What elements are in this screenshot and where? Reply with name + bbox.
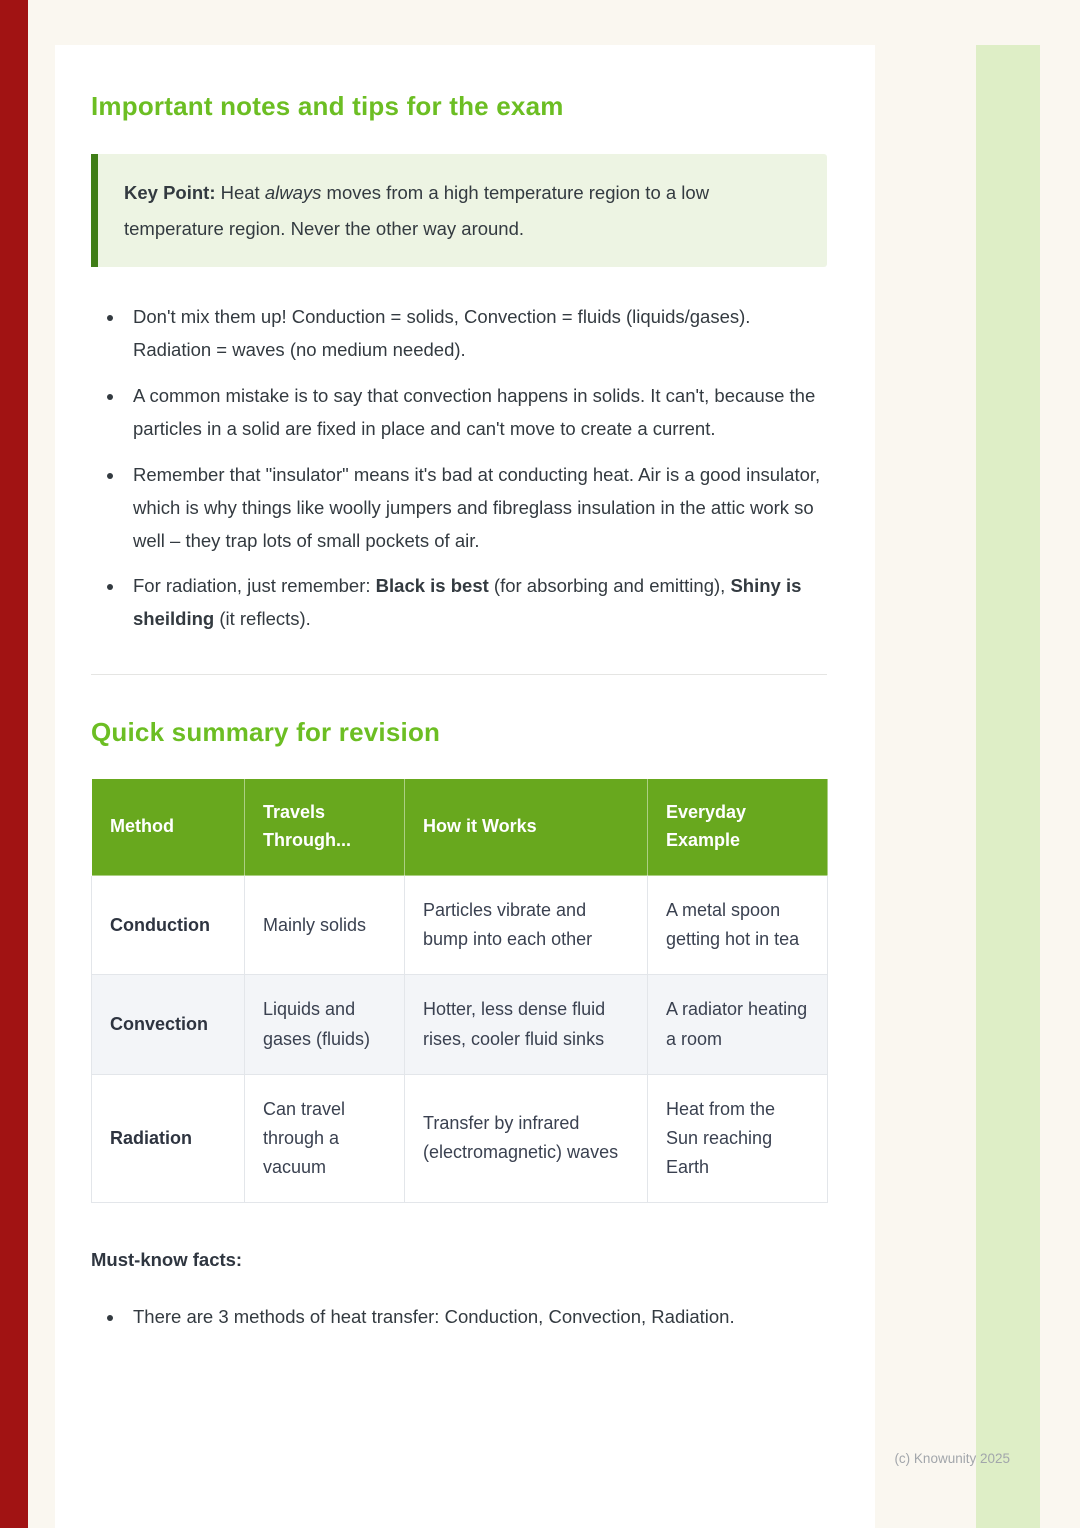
table-header-row: [92, 779, 828, 876]
table-cell-method: Radiation: [92, 1074, 245, 1202]
table-row-convection: [92, 975, 828, 1074]
table-cell-method: Conduction: [92, 876, 245, 975]
fact-text: There are 3 methods of heat transfer: Conduction, Convection, Radiation.: [133, 1306, 735, 1328]
table-cell-travels: Can travel through a vacuum: [245, 1074, 405, 1202]
key-point-label: Key Point:: [124, 182, 216, 203]
bullet-text: A common mistake is to say that convection happens in solids. It can't, because the particles in a solid are fixed in place and can't move to create a current.: [133, 384, 816, 439]
bullet-bold-shiny-is-shielding: Shiny is sheilding: [133, 575, 802, 630]
key-point-text: [124, 175, 801, 246]
key-point-italic: always: [264, 182, 322, 203]
bullet-item: [125, 570, 827, 636]
table-row-radiation: [92, 1074, 828, 1202]
content-card: [55, 45, 875, 1528]
section-divider: [91, 674, 827, 675]
bullet-bold-black-is-best: Black is best: [375, 575, 489, 597]
right-accent-strip: [976, 45, 1040, 1528]
column-header-how-it-works: How it Works: [405, 779, 648, 876]
table-cell-example: Heat from the Sun reaching Earth: [648, 1074, 828, 1202]
must-know-facts-list: [91, 1301, 827, 1334]
table-cell-method: Convection: [92, 975, 245, 1074]
notes-section-title: Important notes and tips for the exam: [91, 91, 564, 121]
notes-bullet-list: [91, 301, 827, 636]
left-accent-strip: [0, 0, 28, 1528]
column-header-method: Method: [92, 779, 245, 876]
bullet-text: For radiation, just remember:: [133, 575, 376, 597]
table-cell-how: Hotter, less dense fluid rises, cooler fluid sinks: [405, 975, 648, 1074]
table-cell-how: Transfer by infrared (electromagnetic) waves: [405, 1074, 648, 1202]
table-cell-example: A radiator heating a room: [648, 975, 828, 1074]
fact-item: [125, 1301, 827, 1334]
bullet-item: [125, 301, 827, 367]
key-point-pre: Heat: [215, 182, 265, 203]
bullet-text: (it reflects).: [214, 608, 311, 630]
bullet-item: [125, 459, 827, 558]
heat-transfer-summary-table: [91, 778, 828, 1203]
bullet-text: Don't mix them up! Conduction = solids, Convection = fluids (liquids/gases). Radiation = waves (no medium needed).: [133, 306, 751, 360]
table-cell-how: Particles vibrate and bump into each other: [405, 876, 648, 975]
key-point-post: moves from a high temperature region to a low temperature region. Never the other way around.: [124, 182, 710, 239]
summary-section-title: Quick summary for revision: [91, 717, 441, 748]
table-row-conduction: [92, 876, 828, 975]
must-know-facts-heading: Must-know facts:: [91, 1249, 243, 1271]
table-cell-travels: Mainly solids: [245, 876, 405, 975]
table-cell-travels: Liquids and gases (fluids): [245, 975, 405, 1074]
column-header-everyday-example: Everyday Example: [648, 779, 828, 876]
column-header-travels-through: Travels Through...: [245, 779, 405, 876]
table-cell-example: A metal spoon getting hot in tea: [648, 876, 828, 975]
bullet-text: (for absorbing and emitting),: [488, 575, 731, 597]
bullet-text: Remember that "insulator" means it's bad at conducting heat. Air is a good insulator, which is why things like woolly jumpers and fibreglass insulation in the attic work so well – they trap lots of small pockets of air.: [133, 463, 821, 551]
key-point-callout: [91, 154, 827, 267]
bullet-item: [125, 380, 827, 446]
copyright-footer: (c) Knowunity 2025: [894, 1451, 1010, 1466]
